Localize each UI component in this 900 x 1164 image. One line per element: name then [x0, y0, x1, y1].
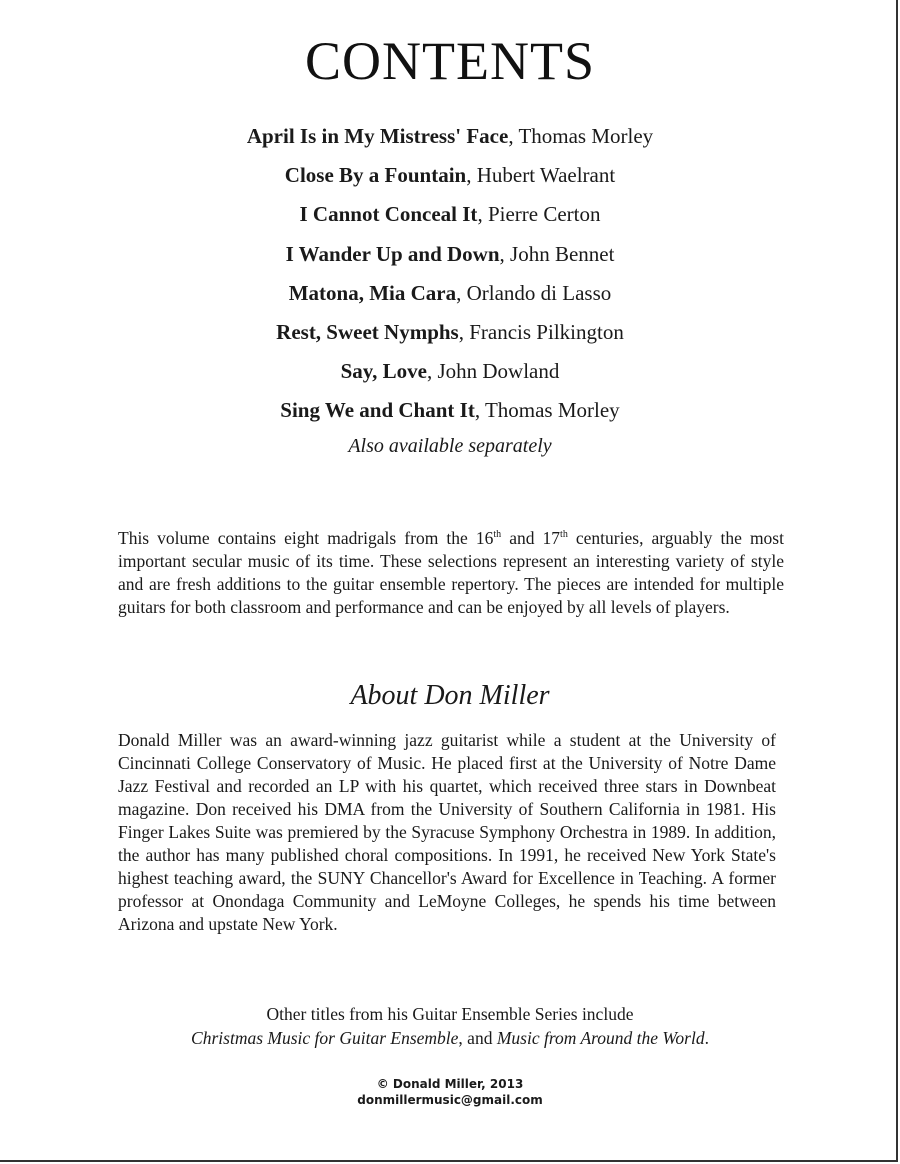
- composer: Hubert Waelrant: [476, 163, 616, 188]
- list-item: Matona, Mia Cara, Orlando di Lasso: [288, 280, 612, 305]
- intro-text: This volume contains eight madrigals from the 16: [118, 528, 494, 548]
- list-item: I Wander Up and Down, John Bennet: [285, 241, 615, 266]
- song-title: Sing We and Chant It: [280, 398, 475, 423]
- connector-text: , and: [458, 1028, 497, 1048]
- song-title: Close By a Fountain: [284, 163, 467, 188]
- composer: Thomas Morley: [484, 398, 620, 423]
- song-title: April Is in My Mistress' Face: [246, 124, 509, 148]
- list-item: Rest, Sweet Nymphs, Francis Pilkington: [276, 319, 624, 344]
- list-item: Sing We and Chant It, Thomas Morley: [280, 398, 620, 423]
- other-titles-list: [0, 1026, 900, 1050]
- other-titles-intro: Other titles from his Guitar Ensemble Series include: [266, 1004, 634, 1024]
- copyright: © Donald Miller, 2013: [376, 1077, 524, 1091]
- composer: John Dowland: [437, 359, 560, 384]
- list-item: Say, Love, John Dowland: [340, 359, 560, 384]
- composer: Pierre Certon: [487, 202, 601, 227]
- contents-list: [0, 118, 900, 432]
- composer: Orlando di Lasso: [466, 280, 612, 305]
- page-title: CONTENTS: [305, 31, 595, 91]
- song-title: Say, Love: [340, 359, 427, 384]
- other-titles: [0, 1002, 900, 1050]
- list-item: Close By a Fountain, Hubert Waelrant: [284, 163, 616, 188]
- email-address: donmillermusic@gmail.com: [357, 1093, 543, 1107]
- section-heading: About Don Miller: [350, 680, 550, 711]
- availability-note: Also available separately: [348, 435, 552, 457]
- book-title: Christmas Music for Guitar Ensemble: [191, 1028, 459, 1048]
- song-title: Rest, Sweet Nymphs: [276, 319, 459, 344]
- footer: [0, 1076, 900, 1108]
- composer: Thomas Morley: [518, 124, 654, 148]
- list-item: I Cannot Conceal It, Pierre Certon: [299, 202, 601, 227]
- book-title: Music from Around the World: [496, 1028, 705, 1048]
- list-item: April Is in My Mistress' Face, Thomas Morley: [246, 124, 654, 148]
- composer: John Bennet: [510, 241, 615, 266]
- ordinal-suffix: th: [493, 529, 502, 541]
- intro-text: centuries, arguably the most important secular music of its time. These selections represent an interesting variety of style and are fresh additions to the guitar ensemble repertory. The pieces are intended for multiple guitars for both classroom and performance and can be enjoyed by all levels of players.: [118, 528, 784, 617]
- composer: Francis Pilkington: [469, 319, 624, 344]
- ordinal-suffix: th: [560, 529, 568, 541]
- punctuation: .: [704, 1028, 709, 1048]
- intro-paragraph: [118, 527, 784, 619]
- bio-paragraph: Donald Miller was an award-winning jazz guitarist while a student at the University of Cincinnati College Conservatory of Music. He placed first at the University of Notre Dame Jazz Festival and recorded an LP with his quartet, which received three stars in Downbeat magazine. Don received his DMA from the University of Southern California in 1981. His Finger Lakes Suite was premiered by the Syracuse Symphony Orchestra in 1989. In addition, the author has many published choral compositions. In 1991, he received New York State's highest teaching award, the SUNY Chancellor's Award for Excellence in Teaching. A former professor at Onondaga Community and LeMoyne Colleges, he spends his time between Arizona and upstate New York.: [118, 730, 776, 934]
- song-title: I Wander Up and Down: [285, 241, 500, 266]
- song-title: I Cannot Conceal It: [299, 202, 478, 227]
- intro-text: and 17: [501, 528, 561, 548]
- song-title: Matona, Mia Cara: [288, 280, 457, 305]
